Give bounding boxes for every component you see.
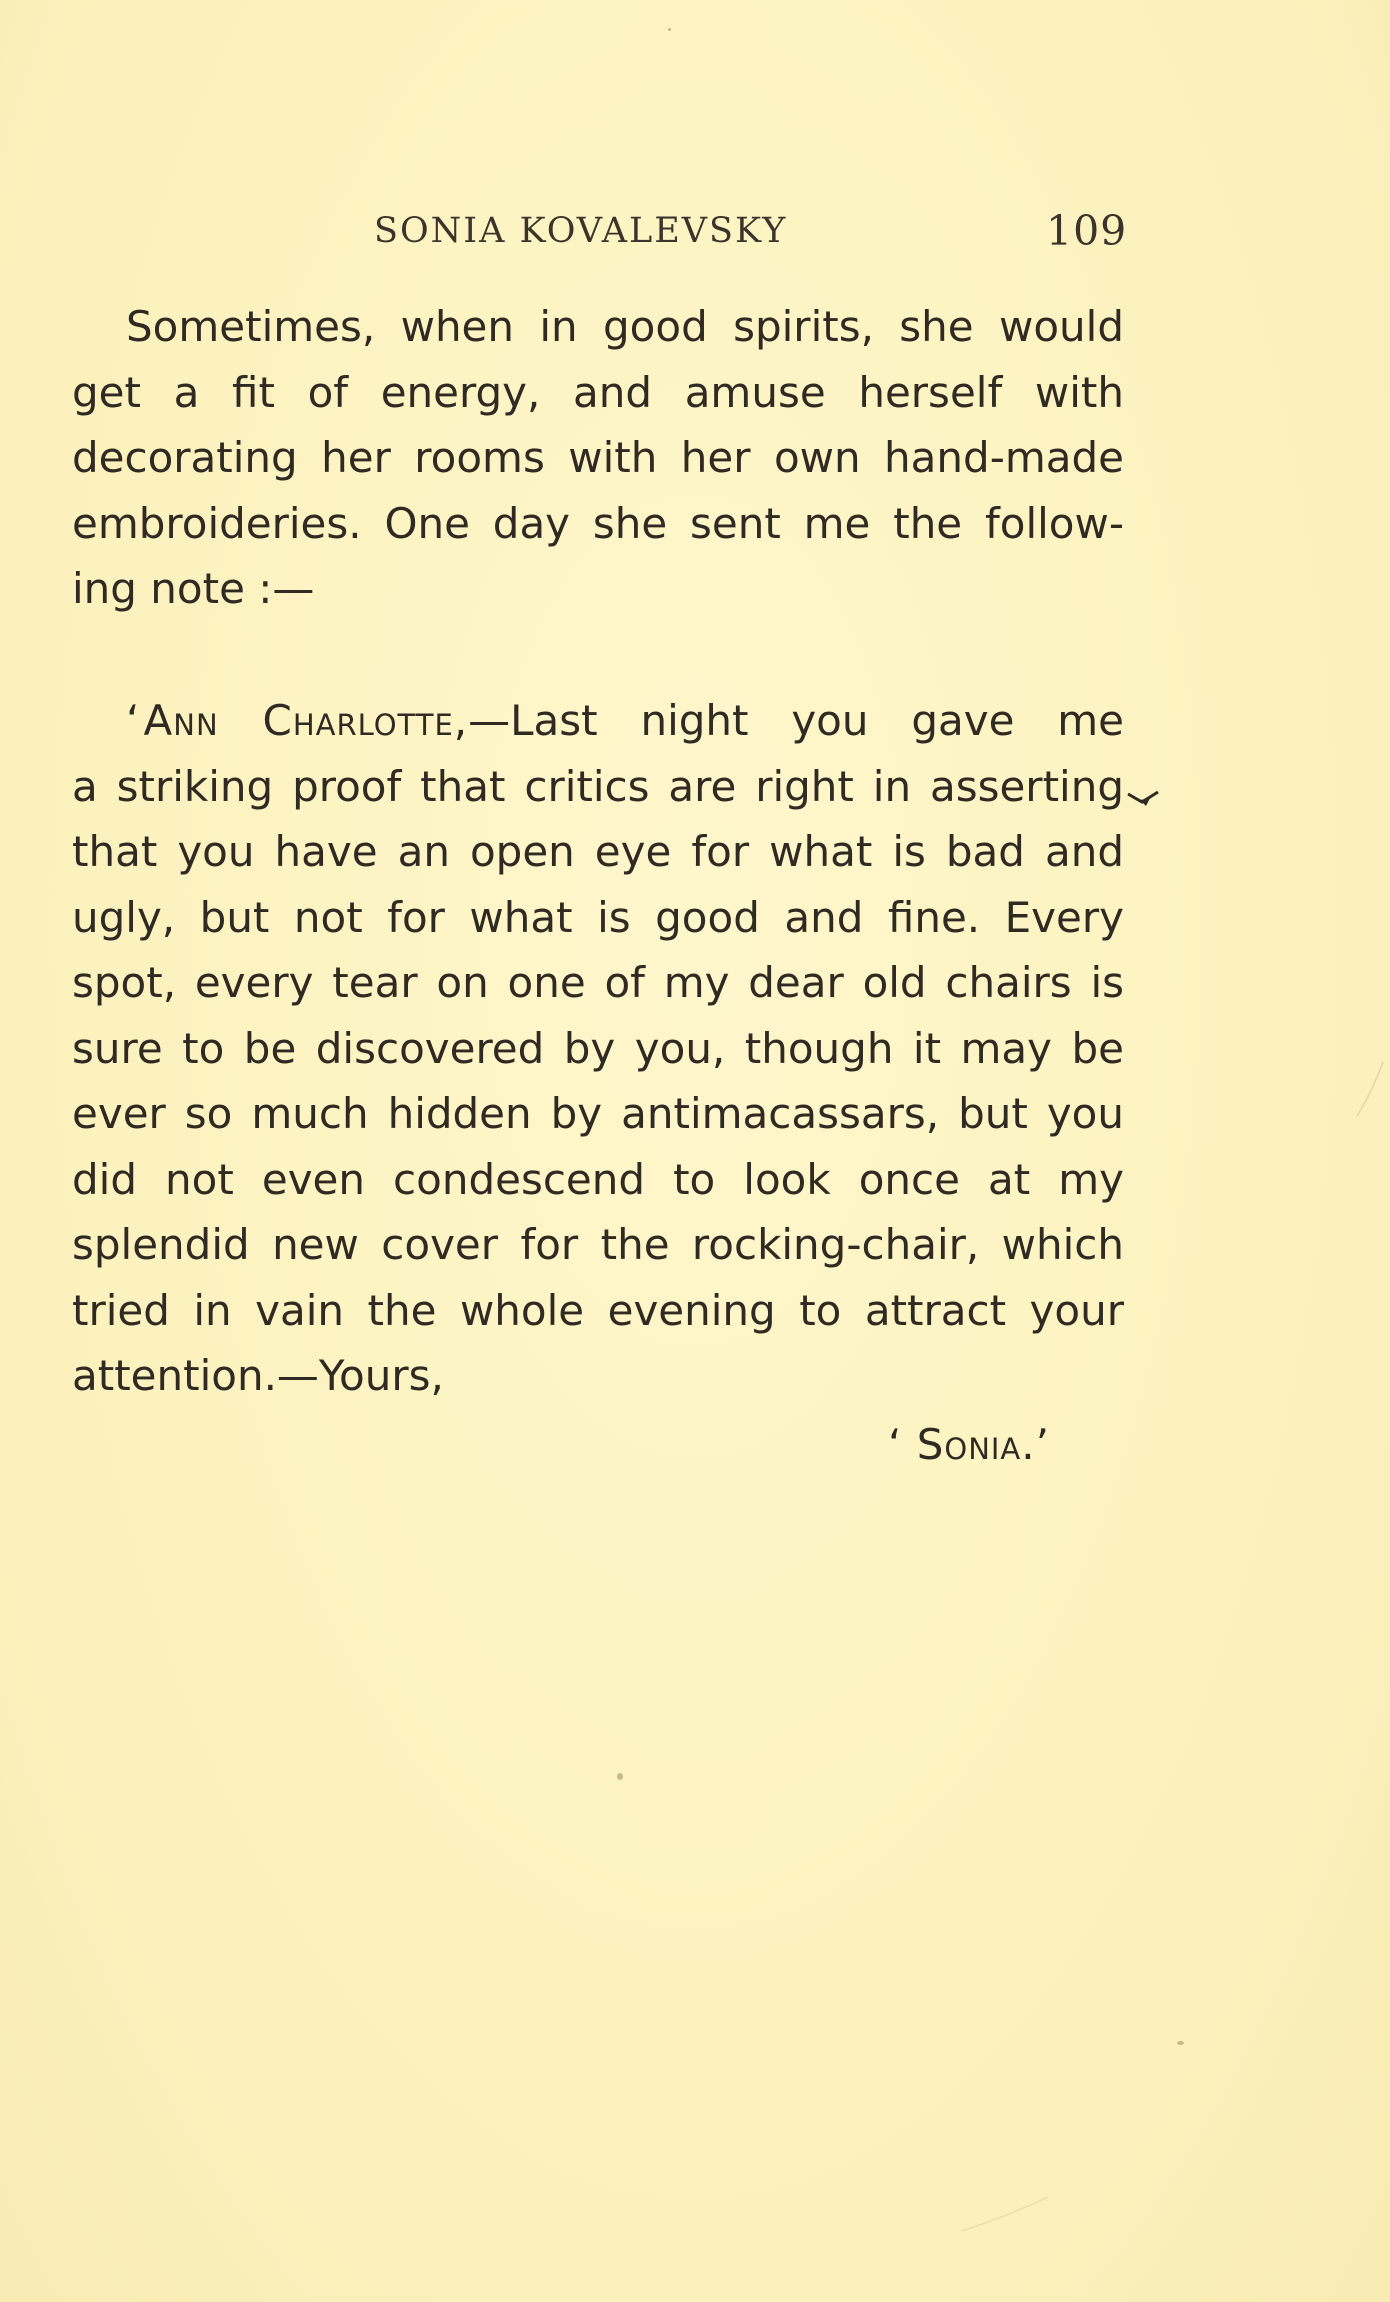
open-quote: ‘: [126, 696, 140, 745]
text-line: Sometimes, when in good spirits, she would: [126, 302, 1124, 351]
text-line: ing note :—: [72, 564, 315, 613]
letter-first-line-rest: —Last night you gave me: [468, 696, 1124, 745]
paper-hairline: [1355, 1060, 1385, 1120]
text-line: tried in vain the whole evening to attract your: [72, 1285, 1124, 1335]
text-line: that you have an open eye for what is bad and: [72, 827, 1124, 876]
running-head: [0, 206, 1390, 256]
text-line: spot, every tear on one of my dear old chairs is: [72, 958, 1124, 1007]
paragraph-1: [72, 294, 1124, 622]
text-line: decorating her rooms with her own hand-made: [72, 433, 1124, 482]
running-title: SONIA KOVALEVSKY: [374, 211, 788, 251]
text-line: get a fit of energy, and amuse herself with: [72, 367, 1124, 417]
caret-mark-icon: [1124, 780, 1164, 810]
text-line: a striking proof that critics are right in asserting: [72, 761, 1124, 811]
paper-speck: [668, 28, 671, 31]
page-number: 109: [1046, 207, 1128, 255]
text-line: ever so much hidden by antimacassars, but you: [72, 1089, 1124, 1138]
letter-salutation: Ann Charlotte,: [143, 696, 469, 745]
text-line: sure to be discovered by you, though it may be: [72, 1023, 1124, 1073]
text-line: embroideries. One day she sent me the follow-: [72, 498, 1124, 548]
letter-body: [72, 688, 1124, 1409]
text-line: attention.—Yours,: [72, 1351, 444, 1400]
text-line: splendid new cover for the rocking-chair, which: [72, 1220, 1124, 1269]
paper-speck: [1177, 2041, 1184, 2045]
text-line: ugly, but not for what is good and fine. Every: [72, 892, 1124, 942]
text-line: did not even condescend to look once at my: [72, 1154, 1124, 1204]
letter-signature: ‘ Sonia.’: [888, 1420, 1050, 1469]
paper-speck: [617, 1773, 623, 1780]
paper-hairline: [960, 2195, 1050, 2235]
letter-first-line: [72, 688, 1124, 754]
